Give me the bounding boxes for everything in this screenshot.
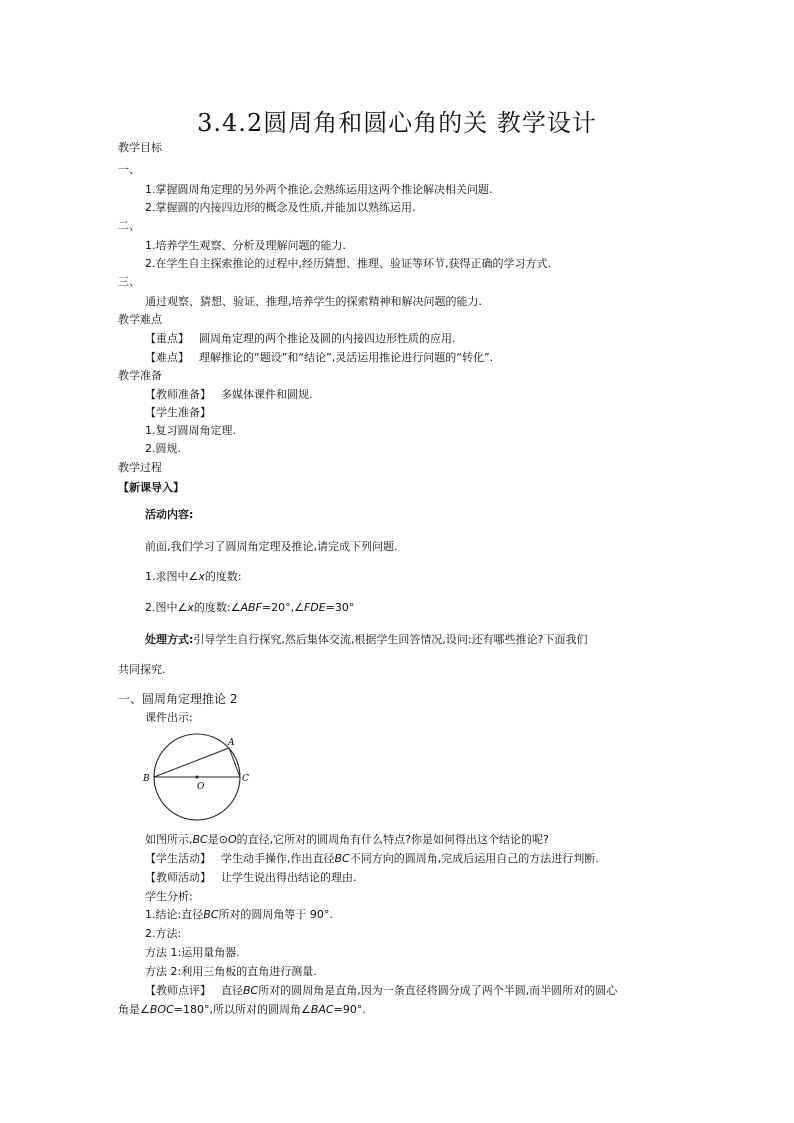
student-activity-suffix: 不同方向的圆周角,完成后运用自己的方法进行判断.	[349, 852, 599, 865]
prep-heading: 教学准备	[118, 369, 162, 382]
chord-ac	[229, 748, 240, 777]
student-activity-line	[145, 852, 599, 866]
handling-text-continued: 共同探究.	[118, 663, 166, 676]
new-lesson-intro-tag: 【新课导入】	[118, 481, 184, 494]
document-title: 3.4.2圆周角和圆心角的关 教学设计	[197, 109, 597, 137]
figure-question	[145, 833, 549, 847]
conclusion-1-bc: BC	[203, 908, 219, 921]
figure-question-prefix: 如图所示,	[145, 833, 193, 846]
teacher-comment-2-prefix: 角是∠	[118, 1003, 150, 1016]
question-2	[145, 601, 354, 615]
hard-point-text: 理解推论的“题设”和“结论”,灵活运用推论进行问题的“转化”.	[199, 351, 494, 364]
teacher-comment-2-suffix: =90°.	[333, 1003, 366, 1016]
point-label-c: C	[242, 774, 249, 784]
question-2-abf-value: =20°,∠	[261, 601, 304, 614]
conclusion-1-suffix: 所对的圆周角等于 90°.	[218, 908, 333, 921]
method-2: 方法 2:利用三角板的直角进行测量.	[145, 965, 317, 978]
conclusion-1-prefix: 1.结论:直径	[145, 908, 204, 921]
student-prep-item-2: 2.圆规.	[145, 442, 181, 455]
section-1-heading: 一、圆周角定理推论 2	[118, 692, 238, 706]
student-prep-item-1: 1.复习圆周角定理.	[145, 424, 236, 437]
goal-1-number: 一、	[118, 163, 140, 176]
teacher-prep-tag: 【教师准备】	[145, 388, 211, 401]
question-2-mid: 的度数:∠	[193, 601, 241, 614]
chord-ba	[154, 748, 229, 777]
handling-line	[145, 633, 587, 647]
question-2-fde: FDE	[303, 601, 326, 614]
goal-3-item-1: 通过观察、猜想、验证、推理,培养学生的探索精神和解决问题的能力.	[145, 295, 482, 308]
teacher-activity-text: 让学生说出得出结论的理由.	[221, 871, 357, 884]
question-1-suffix: 的度数:	[204, 570, 242, 583]
teacher-comment-line	[145, 984, 617, 998]
figure-question-mid: 是⊙	[207, 833, 228, 846]
teacher-comment-bc: BC	[243, 984, 259, 997]
process-heading: 教学过程	[118, 461, 162, 474]
question-2-abf: ABF	[240, 601, 262, 614]
circle-diameter-figure	[138, 730, 253, 825]
figure-question-o: O	[227, 833, 237, 846]
teacher-comment-tag: 【教师点评】	[145, 984, 211, 997]
key-point-tag: 【重点】	[145, 332, 189, 345]
teacher-activity-tag: 【教师活动】	[145, 871, 211, 884]
teacher-activity-line	[145, 871, 357, 885]
figure-question-bc: BC	[192, 833, 208, 846]
question-2-fde-value: =30°	[325, 601, 355, 614]
courseware-label: 课件出示:	[145, 711, 193, 724]
goals-heading: 教学目标	[118, 141, 162, 154]
student-prep-tag: 【学生准备】	[145, 406, 211, 419]
goal-2-number: 二、	[118, 219, 140, 232]
student-activity-prefix: 学生动手操作,作出直径	[221, 852, 335, 865]
question-2-prefix: 2.图中∠	[145, 601, 188, 614]
student-activity-tag: 【学生活动】	[145, 852, 211, 865]
figure-question-suffix: 的直径,它所对的圆周角有什么特点?你是如何得出这个结论的呢?	[236, 833, 549, 846]
point-label-o: O	[197, 782, 205, 792]
student-activity-bc: BC	[334, 852, 350, 865]
goal-2-item-1: 1.培养学生观察、分析及理解问题的能力.	[145, 239, 346, 252]
point-label-a: A	[228, 738, 235, 748]
teacher-comment-2-bac: BAC	[310, 1003, 334, 1016]
hard-point-line	[145, 351, 493, 365]
method-1: 方法 1:运用量角器.	[145, 946, 240, 959]
question-1-var: x	[198, 570, 205, 583]
teacher-comment-line-2	[118, 1003, 366, 1017]
method-heading: 2.方法:	[145, 927, 182, 940]
center-point	[196, 776, 199, 779]
goal-1-item-1: 1.掌握圆周角定理的另外两个推论,会熟练运用这两个推论解决相关问题.	[145, 183, 493, 196]
teacher-comment-2-boc: BOC	[149, 1003, 174, 1016]
handling-text: 引导学生自行探究,然后集体交流,根据学生回答情况,设问:还有哪些推论?下面我们	[193, 633, 588, 646]
goal-1-item-2: 2.掌握圆的内接四边形的概念及性质,并能加以熟练运用.	[145, 201, 416, 214]
goal-2-item-2: 2.在学生自主探索推论的过程中,经历猜想、推理、验证等环节,获得正确的学习方式.	[145, 257, 551, 270]
teacher-comment-suffix: 所对的圆周角是直角,因为一条直径将圆分成了两个半圆,而半圆所对的圆心	[258, 984, 618, 997]
teacher-comment-prefix: 直径	[221, 984, 243, 997]
difficulty-heading: 教学难点	[118, 313, 162, 326]
question-1	[145, 570, 242, 584]
intro-paragraph: 前面,我们学习了圆周角定理及推论,请完成下列问题.	[145, 540, 398, 553]
point-label-b: B	[143, 774, 150, 784]
teacher-prep-text: 多媒体课件和圆规.	[221, 388, 313, 401]
key-point-text: 圆周角定理的两个推论及圆的内接四边形性质的应用.	[199, 332, 456, 345]
question-2-var: x	[187, 601, 194, 614]
conclusion-1	[145, 908, 333, 922]
handling-label: 处理方式:	[145, 633, 194, 646]
goal-3-number: 三、	[118, 275, 140, 288]
activity-label: 活动内容:	[145, 508, 194, 521]
student-analysis-label: 学生分析:	[145, 890, 193, 903]
hard-point-tag: 【难点】	[145, 351, 189, 364]
question-1-prefix: 1.求图中∠	[145, 570, 199, 583]
key-point-line	[145, 332, 456, 346]
teacher-comment-2-mid: =180°,所以所对的圆周角∠	[173, 1003, 311, 1016]
teacher-prep-line	[145, 388, 313, 402]
